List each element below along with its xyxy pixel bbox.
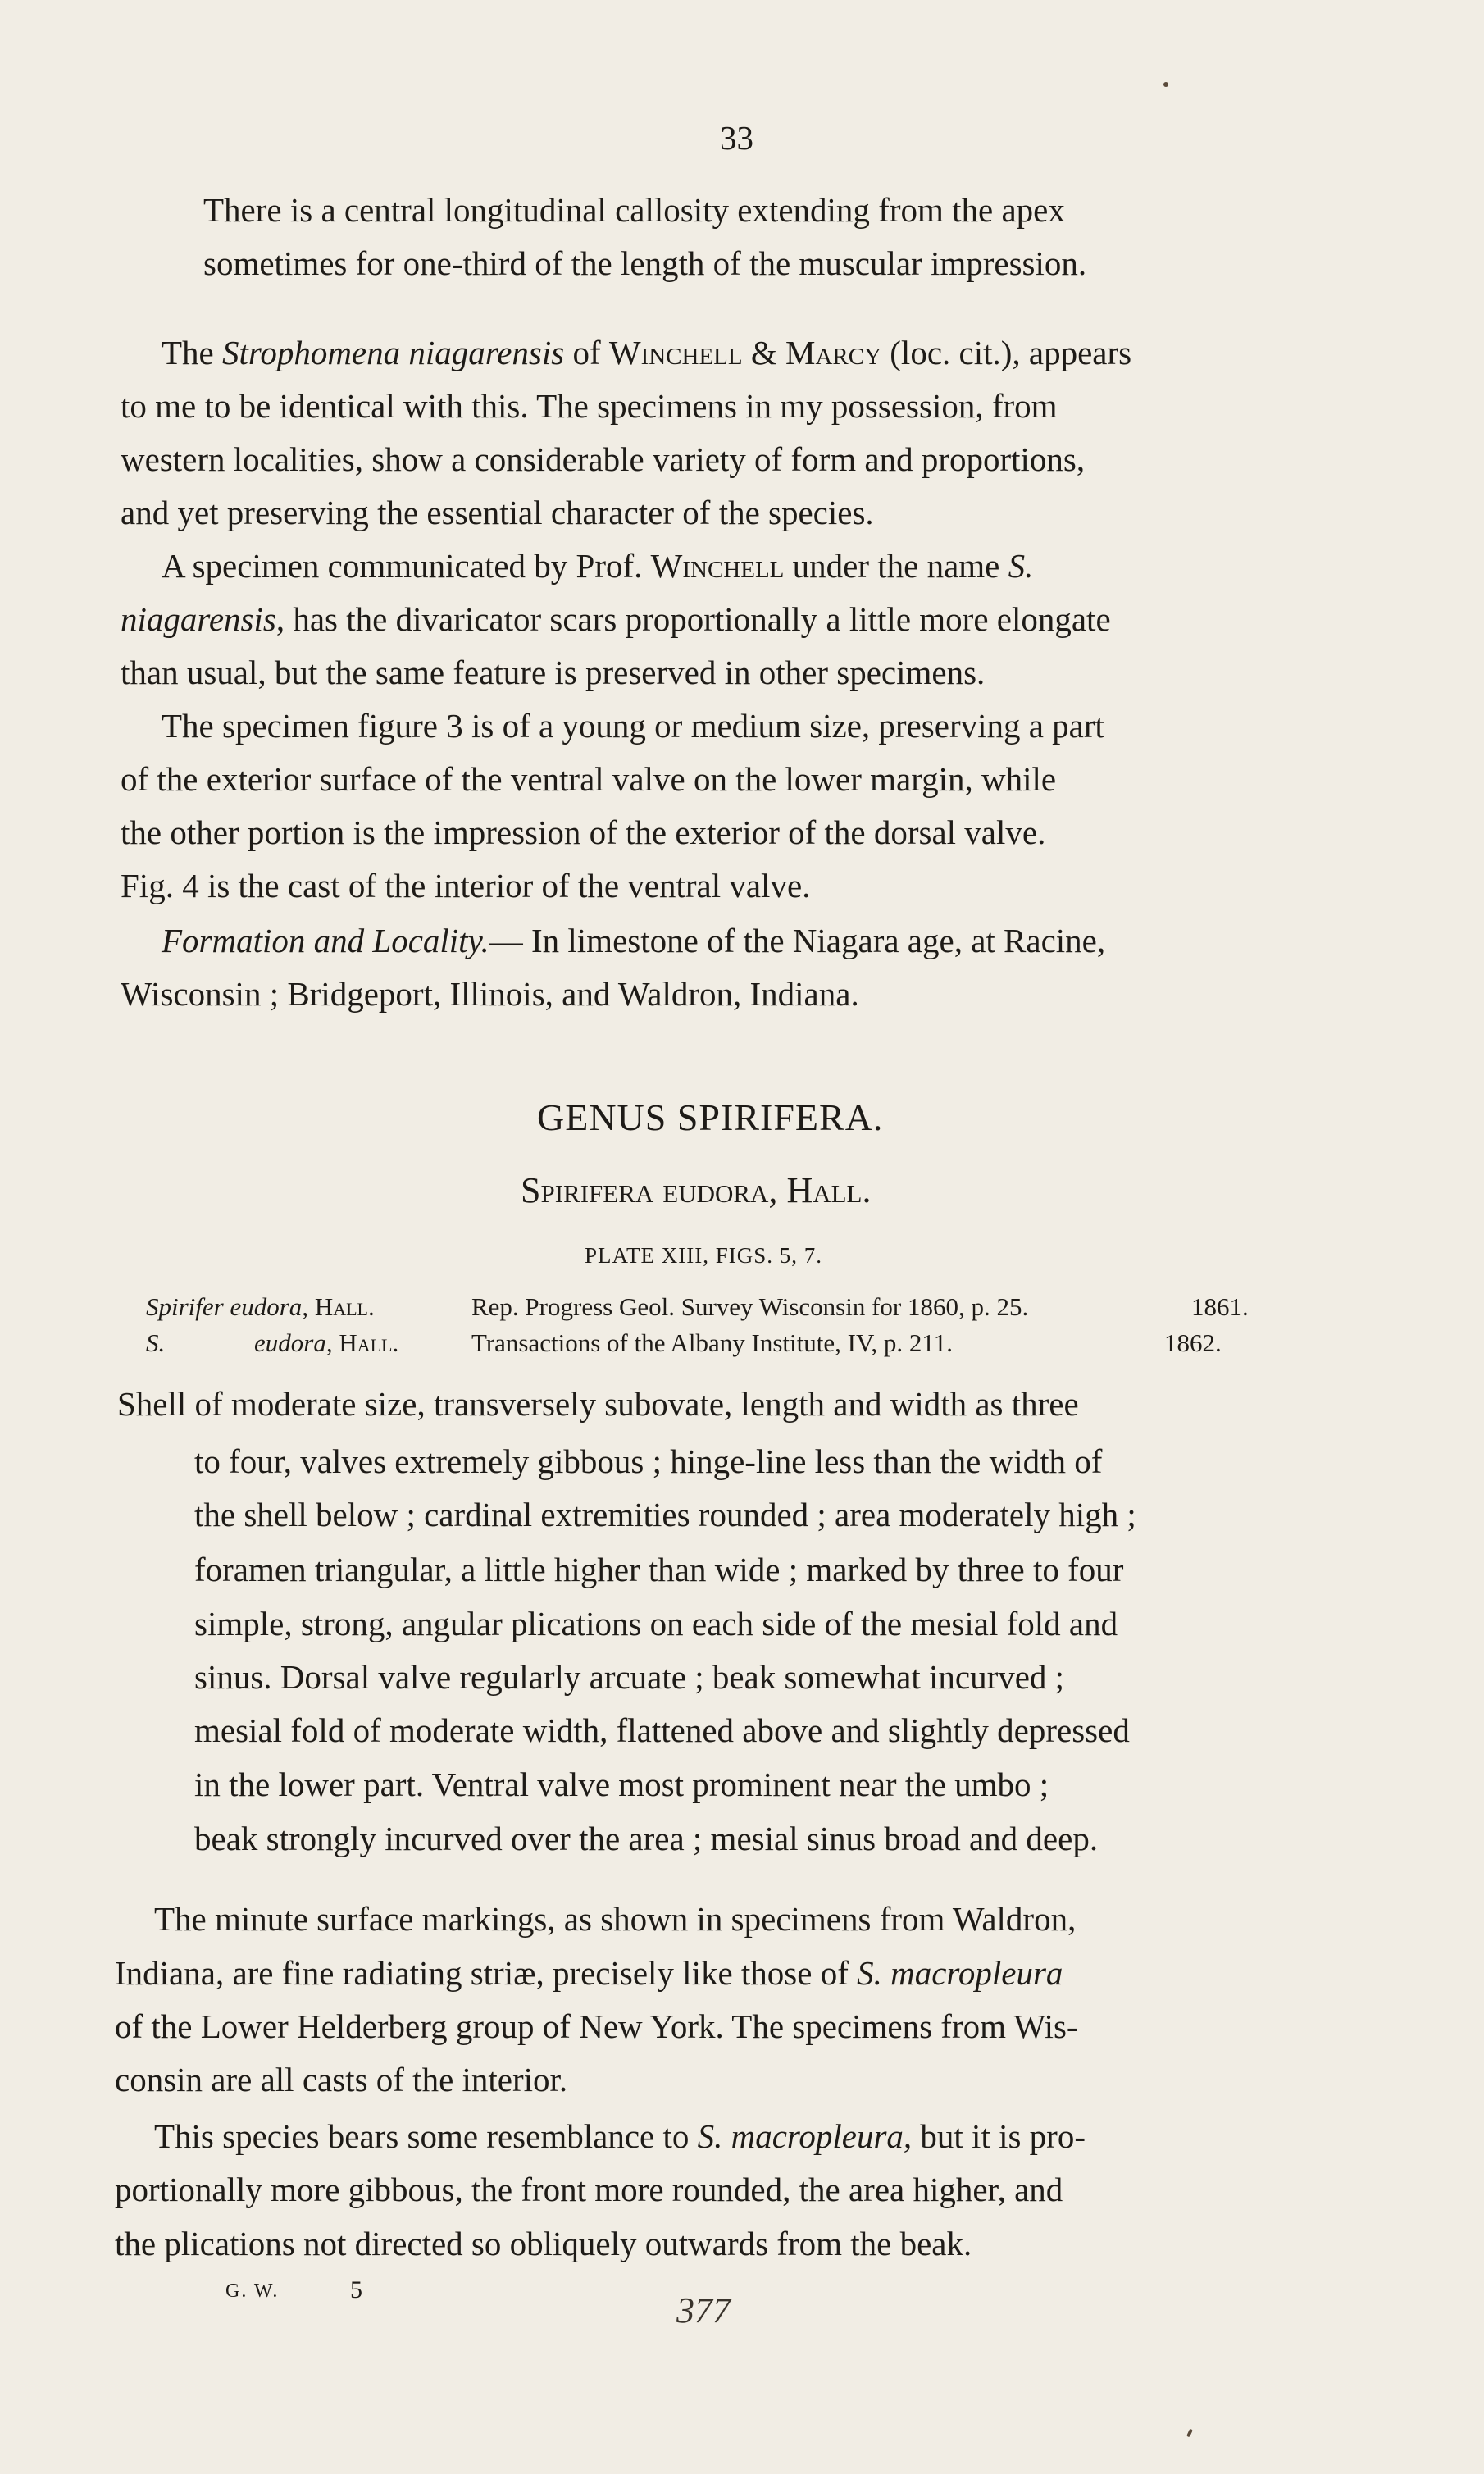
synonymy-reference: Rep. Progress Geol. Survey Wisconsin for 1860, p. 25. — [471, 1292, 1029, 1321]
species-name: S. macropleura, — [697, 2117, 913, 2155]
species-name: S. macropleura — [857, 1954, 1063, 1992]
para2-line-1: The Strophomena niagarensis of Winchell & Marcy (loc. cit.), appears — [162, 334, 1132, 371]
page-number: 33 — [720, 119, 753, 157]
para7-line-2: portionally more gibbous, the front more rounded, the area higher, and — [115, 2171, 1063, 2208]
para4-line-1: The specimen figure 3 is of a young or medium size, preserving a part — [162, 707, 1104, 745]
para2-line-3: western localities, show a considerable variety of form and proportions, — [121, 440, 1086, 478]
para4-line-3: the other portion is the impression of the exterior of the dorsal valve. — [121, 813, 1046, 851]
synonymy-year: 1862. — [1164, 1328, 1222, 1357]
handwritten-page-number: 377 — [676, 2290, 731, 2330]
signature-mark: G. W. — [225, 2280, 280, 2302]
para3-line-1: A specimen communicated by Prof. Winchell under the name S. — [162, 547, 1034, 585]
description-line-1: Shell of moderate size, transversely subovate, length and width as three — [117, 1385, 1079, 1423]
para1-line-2: sometimes for one-third of the length of the muscular impression. — [203, 244, 1087, 282]
synonymy-row: S. — [146, 1328, 166, 1357]
description-line-9: beak strongly incurved over the area ; mesial sinus broad and deep. — [194, 1820, 1099, 1857]
description-line-5: simple, strong, angular plications on each side of the mesial fold and — [194, 1605, 1118, 1642]
synonymy-year: 1861. — [1191, 1292, 1249, 1321]
ink-speck — [1186, 2429, 1193, 2438]
para2-line-4: and yet preserving the essential character of the species. — [121, 494, 874, 531]
para7-line-3: the plications not directed so obliquely outwards from the beak. — [115, 2225, 972, 2262]
species-name: niagarensis — [121, 600, 276, 638]
para6-line-1: The minute surface markings, as shown in specimens from Waldron, — [154, 1900, 1077, 1938]
para2-line-2: to me to be identical with this. The specimens in my possession, from — [121, 387, 1058, 425]
description-line-2: to four, valves extremely gibbous ; hinge-line less than the width of — [194, 1442, 1103, 1480]
description-line-4: foramen triangular, a little higher than wide ; marked by three to four — [194, 1551, 1124, 1588]
species-name: Strophomena niagarensis — [222, 334, 565, 371]
para6-line-2: Indiana, are fine radiating striæ, precisely like those of S. macropleura — [115, 1954, 1063, 1992]
para3-line-3: than usual, but the same feature is preserved in other specimens. — [121, 654, 986, 691]
para5-line-2: Wisconsin ; Bridgeport, Illinois, and Waldron, Indiana. — [121, 975, 859, 1013]
synonymy-reference: Transactions of the Albany Institute, IV, p. 211. — [471, 1328, 953, 1357]
description-line-3: the shell below ; cardinal extremities rounded ; area moderately high ; — [194, 1496, 1136, 1533]
author-name: Winchell & Marcy — [608, 334, 882, 371]
plate-reference: PLATE XIII, FIGS. 5, 7. — [585, 1243, 822, 1268]
description-line-8: in the lower part. Ventral valve most prominent near the umbo ; — [194, 1766, 1049, 1803]
author-name: Winchell — [650, 547, 785, 585]
signature-number: 5 — [350, 2276, 362, 2303]
para6-line-3: of the Lower Helderberg group of New York. The specimens from Wis- — [115, 2007, 1078, 2045]
section-label: Formation and Locality. — [162, 922, 489, 959]
synonymy-row: Spirifer eudora, Hall. — [146, 1292, 375, 1321]
para1-line-1: There is a central longitudinal callosity extending from the apex — [203, 191, 1065, 229]
species-heading: Spirifera eudora, Hall. — [521, 1170, 872, 1210]
ink-speck — [1163, 82, 1168, 87]
description-line-7: mesial fold of moderate width, flattened above and slightly depressed — [194, 1711, 1130, 1749]
para4-line-2: of the exterior surface of the ventral valve on the lower margin, while — [121, 760, 1057, 798]
para4-line-4: Fig. 4 is the cast of the interior of the ventral valve. — [121, 867, 811, 904]
genus-heading: GENUS SPIRIFERA. — [537, 1096, 884, 1138]
para5-line-1: Formation and Locality.— In limestone of the Niagara age, at Racine, — [162, 922, 1106, 959]
para6-line-4: consin are all casts of the interior. — [115, 2061, 568, 2098]
description-line-6: sinus. Dorsal valve regularly arcuate ; beak somewhat incurved ; — [194, 1658, 1065, 1696]
synonymy-row: eudora, Hall. — [254, 1328, 399, 1357]
para3-line-2: niagarensis, has the divaricator scars proportionally a little more elongate — [121, 600, 1111, 638]
para7-line-1: This species bears some resemblance to S. macropleura, but it is pro- — [154, 2117, 1086, 2155]
